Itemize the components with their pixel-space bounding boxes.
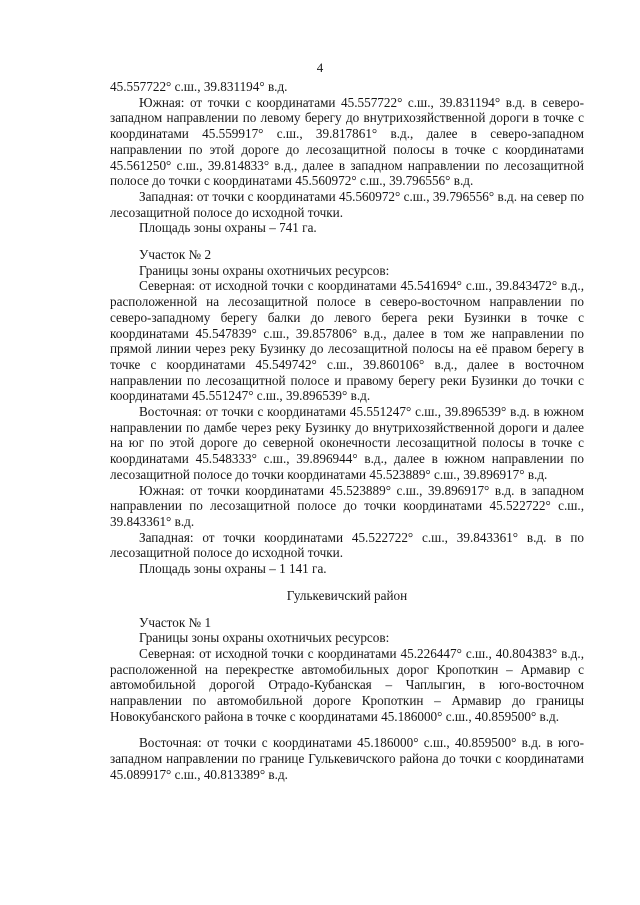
section-heading-plot-2: Участок № 2 [139, 247, 212, 263]
paragraph-west-border: Западная: от точки с координатами 45.560972° с.ш., 39.796556° в.д. на север по лесозащитной полосе до исходной точки. [110, 188, 584, 220]
paragraph-borders-title-2: Границы зоны охраны охотничьих ресурсов: [139, 630, 390, 646]
paragraph-borders-title: Границы зоны охраны охотничьих ресурсов: [139, 262, 390, 278]
paragraph-west-border-2: Западная: от точки координатами 45.522722° с.ш., 39.843361° в.д. в по лесозащитной полосе до исходной точки. [110, 529, 584, 561]
paragraph-area: Площадь зоны охраны – 741 га. [139, 220, 317, 236]
paragraph-east-border-2: Восточная: от точки с координатами 45.186000° с.ш., 40.859500° в.д. в юго-западном направлении по границе Гулькевичского района до точки с координатами 45.089917° с.ш., 40.813389° в.д. [110, 735, 584, 782]
paragraph-north-border: Северная: от исходной точки с координатами 45.541694° с.ш., 39.843472° в.д., расположенной на лесозащитной полосе в северо-восточном направлении по северо-западному берегу балки до левого берега реки Бузинки в точке с координатами 45.547839° с.ш., 39.857806° в.д., далее в том же направлении по прямой линии через реку Бузинку до лесозащитной полосы на её правом берегу в точке с координатами 45.549742° с.ш., 39.860106° в.д., далее в восточном направлении по лесозащитной полосе и правому берегу реки Бузинки до точки с координатами 45.551247° с.ш., 39.896539° в.д. [110, 278, 584, 404]
paragraph-south-border-2: Южная: от точки координатами 45.523889° с.ш., 39.896917° в.д. в западном направлении по лесозащитной полосе до точки координатами 45.522722° с.ш., 39.843361° в.д. [110, 482, 584, 529]
paragraph-area-2: Площадь зоны охраны – 1 141 га. [139, 561, 327, 577]
paragraph-north-border-2: Северная: от исходной точки с координатами 45.226447° с.ш., 40.804383° в.д., расположенной на перекрестке автомобильных дорог Кропоткин – Армавир с автомобильной дорогой Отрадо-Кубанская – Чаплыгин, в юго-восточном направлении по автомобильной дороге Кропоткин – Армавир до границы Новокубанского района в точке с координатами 45.186000° с.ш., 40.859500° в.д. [110, 645, 584, 724]
page-number: 4 [316, 60, 324, 75]
section-heading-plot-1: Участок № 1 [139, 614, 212, 630]
paragraph-east-border: Восточная: от точки с координатами 45.551247° с.ш., 39.896539° в.д. в южном направлении по дамбе через реку Бузинку до внутрихозяйственной дороги и далее на юг по этой дороге до северной оконечности лесозащитной полосы в точке с координатами 45.548333° с.ш., 39.896944° в.д., далее в южном направлении по лесозащитной полосе до точки координатами 45.523889° с.ш., 39.896917° в.д. [110, 404, 584, 482]
paragraph-south-border: Южная: от точки с координатами 45.557722° с.ш., 39.831194° в.д. в северо-западном направлении по левому берегу до внутрихозяйственной дороги в точке с координатами 45.559917° с.ш., 39.817861° в.д., далее в северо-западном направлении по этой дороге до лесозащитной полосы в точке с координатами 45.561250° с.ш., 39.814833° в.д., далее в западном направлении по лесозащитной полосе до точки с координатами 45.560972° с.ш., 39.796556° в.д. [110, 94, 584, 189]
district-heading: Гулькевичский район [286, 587, 408, 603]
paragraph-coordinates-end: 45.557722° с.ш., 39.831194° в.д. [110, 79, 288, 94]
document-body [110, 79, 584, 783]
